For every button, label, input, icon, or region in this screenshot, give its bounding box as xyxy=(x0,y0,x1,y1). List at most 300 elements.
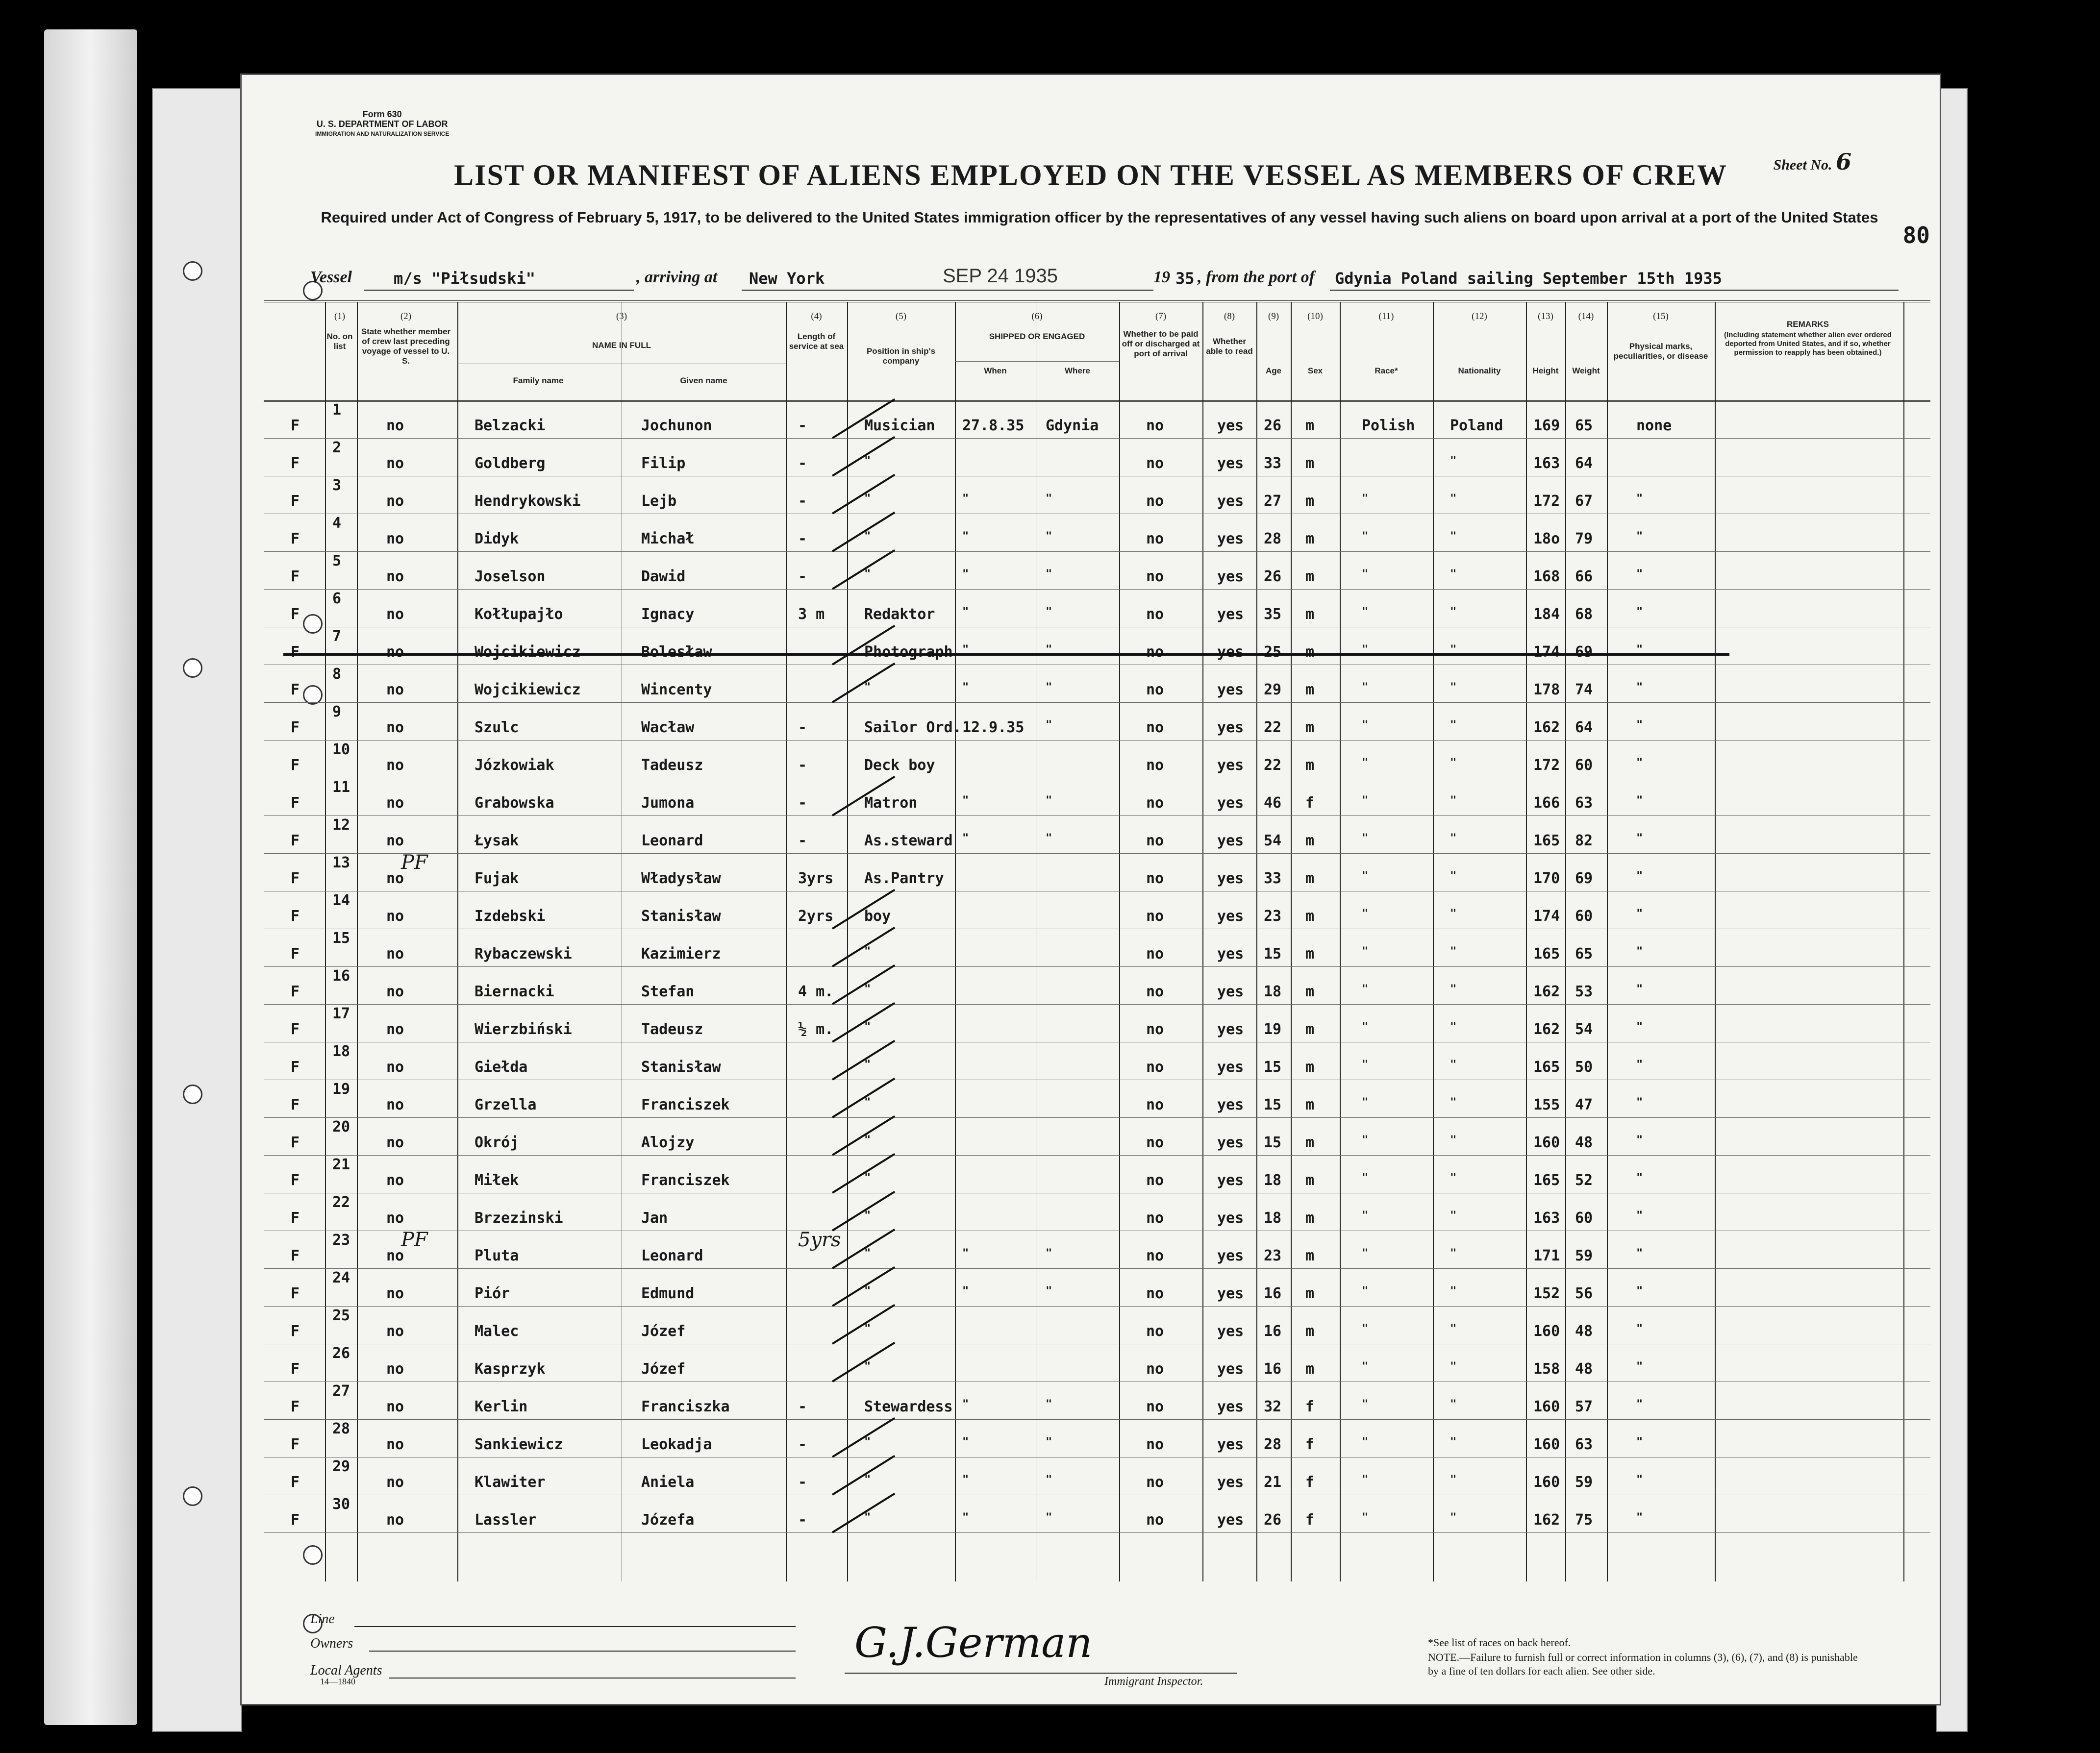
shipped-where: " xyxy=(1046,530,1052,543)
service-length: - xyxy=(798,1398,807,1415)
col7-num: (7) xyxy=(1155,311,1167,321)
paid-off: no xyxy=(1146,1096,1164,1113)
row-number: 9 xyxy=(332,703,342,720)
line-rule xyxy=(354,1626,796,1627)
sex: m xyxy=(1305,1134,1315,1151)
shipped-when: " xyxy=(962,1474,969,1486)
physical-marks: " xyxy=(1636,1511,1643,1524)
able-to-read: yes xyxy=(1217,1096,1244,1113)
position: boy xyxy=(864,908,891,925)
punch-hole xyxy=(183,261,202,281)
height: 184 xyxy=(1533,606,1560,623)
nationality: " xyxy=(1450,1360,1457,1373)
able-to-read: yes xyxy=(1217,530,1244,547)
able-to-read: yes xyxy=(1217,1474,1244,1491)
row-number: 12 xyxy=(332,816,350,834)
service-length: - xyxy=(798,757,807,774)
physical-marks: " xyxy=(1636,1285,1643,1297)
row-marker: F xyxy=(291,1134,300,1151)
prev-voyage: no xyxy=(386,493,404,510)
able-to-read: yes xyxy=(1217,908,1244,925)
given-name: Lejb xyxy=(641,493,677,510)
shipped-where: " xyxy=(1046,1511,1052,1524)
weight: 56 xyxy=(1575,1285,1593,1302)
physical-marks: " xyxy=(1636,870,1643,882)
given-name: Stanisław xyxy=(641,1059,721,1076)
table-row xyxy=(264,1194,1930,1240)
remarks-header: (Including statement whether alien ever ordered deported from United States, and if so, whether permission to reapply has been obtained.) xyxy=(1724,331,1892,357)
shipped-when: " xyxy=(962,1398,969,1410)
prev-voyage: no xyxy=(386,568,404,585)
table-row xyxy=(264,439,1930,486)
paid-off: no xyxy=(1146,530,1164,547)
nationality: " xyxy=(1450,757,1457,769)
table-row xyxy=(264,1156,1930,1203)
row-marker: F xyxy=(291,417,300,434)
prev-voyage: no xyxy=(386,455,404,472)
port-rule xyxy=(1330,290,1899,291)
shipped-where: " xyxy=(1046,643,1052,656)
paid-off: no xyxy=(1146,455,1164,472)
position: Sailor Ord. xyxy=(864,719,962,736)
weight: 65 xyxy=(1575,417,1593,434)
table-row xyxy=(264,967,1930,1014)
able-to-read: yes xyxy=(1217,417,1244,434)
family-name: Józkowiak xyxy=(475,757,554,774)
race: " xyxy=(1362,1360,1369,1373)
race: " xyxy=(1362,643,1369,656)
paid-off: no xyxy=(1146,1210,1164,1227)
service-length: - xyxy=(798,530,807,547)
position: " xyxy=(864,455,871,467)
given-name: Alojzy xyxy=(641,1134,695,1151)
service-length: ½ m. xyxy=(798,1021,834,1038)
table-row xyxy=(264,892,1930,938)
sheet-number xyxy=(1773,148,1851,175)
strikethrough-line xyxy=(283,653,1729,656)
race: " xyxy=(1362,493,1369,505)
paid-off: no xyxy=(1146,1360,1164,1378)
race: " xyxy=(1362,1021,1369,1033)
row-number: 19 xyxy=(332,1081,350,1098)
age: 22 xyxy=(1264,719,1282,736)
able-to-read: yes xyxy=(1217,794,1244,812)
form-identifier xyxy=(315,109,449,139)
col10-header: Sex xyxy=(1307,366,1323,375)
height: 172 xyxy=(1533,757,1560,774)
sex: m xyxy=(1305,757,1315,774)
prev-voyage: no xyxy=(386,1247,404,1264)
prev-voyage: no xyxy=(386,1210,404,1227)
table-row xyxy=(264,1420,1930,1467)
given-name: Józefa xyxy=(641,1511,695,1529)
table-row xyxy=(264,741,1930,788)
able-to-read: yes xyxy=(1217,606,1244,623)
vessel-line xyxy=(310,261,1903,296)
given-name: Wacław xyxy=(641,719,695,736)
race: " xyxy=(1362,945,1369,958)
age: 26 xyxy=(1264,417,1282,434)
service-length: - xyxy=(798,455,807,472)
age: 54 xyxy=(1264,832,1282,849)
row-marker: F xyxy=(291,945,300,963)
table-row xyxy=(264,590,1930,637)
weight: 69 xyxy=(1575,643,1593,661)
nationality: " xyxy=(1450,1247,1457,1259)
service-length: - xyxy=(798,794,807,812)
given-name: Stanisław xyxy=(641,908,721,925)
service-length: - xyxy=(798,493,807,510)
row-marker: F xyxy=(291,1172,300,1189)
owners-rule xyxy=(369,1651,796,1652)
height: 169 xyxy=(1533,417,1560,434)
given-name: Filip xyxy=(641,455,686,472)
weight: 82 xyxy=(1575,832,1593,849)
col3-num: (3) xyxy=(616,311,627,321)
height: 18o xyxy=(1533,530,1560,547)
sheet-value: 6 xyxy=(1835,148,1851,175)
race: " xyxy=(1362,1436,1369,1448)
table-row xyxy=(264,1496,1930,1542)
physical-marks: " xyxy=(1636,794,1643,807)
weight: 75 xyxy=(1575,1511,1593,1529)
row-marker: F xyxy=(291,1247,300,1264)
physical-marks: " xyxy=(1636,1059,1643,1071)
owners-label: Owners xyxy=(310,1636,353,1651)
shipped-when: " xyxy=(962,681,969,693)
able-to-read: yes xyxy=(1217,1021,1244,1038)
physical-marks: " xyxy=(1636,832,1643,844)
shipped-when: " xyxy=(962,832,969,844)
nationality: " xyxy=(1450,681,1457,693)
position: Stewardess xyxy=(864,1398,953,1415)
able-to-read: yes xyxy=(1217,568,1244,585)
shipped-where: " xyxy=(1046,1398,1052,1410)
paid-off: no xyxy=(1146,643,1164,661)
signature-rule xyxy=(845,1673,1237,1674)
position: " xyxy=(864,1059,871,1071)
family-name: Belzacki xyxy=(475,417,546,434)
row-number: 16 xyxy=(332,967,350,985)
row-number: 14 xyxy=(332,892,350,909)
height: 162 xyxy=(1533,719,1560,736)
handwritten-pf: PF xyxy=(401,1229,428,1251)
nationality: " xyxy=(1450,908,1457,920)
height: 158 xyxy=(1533,1360,1560,1378)
weight: 67 xyxy=(1575,493,1593,510)
height: 174 xyxy=(1533,908,1560,925)
height: 168 xyxy=(1533,568,1560,585)
sex: m xyxy=(1305,1059,1315,1076)
shipped-where: " xyxy=(1046,493,1052,505)
manifest-page xyxy=(240,74,1941,1705)
col3a-header: Family name xyxy=(513,376,564,385)
table-row xyxy=(264,628,1930,674)
race: " xyxy=(1362,606,1369,618)
col14-num: (14) xyxy=(1578,311,1594,321)
shipped-where: " xyxy=(1046,719,1052,731)
shipped-when: " xyxy=(962,568,969,580)
shipped-when: " xyxy=(962,794,969,807)
height: 178 xyxy=(1533,681,1560,698)
race: " xyxy=(1362,681,1369,693)
nationality: " xyxy=(1450,455,1457,467)
weight: 48 xyxy=(1575,1323,1593,1340)
age: 16 xyxy=(1264,1360,1282,1378)
prev-voyage: no xyxy=(386,1474,404,1491)
row-marker: F xyxy=(291,1096,300,1113)
table-row xyxy=(264,779,1930,825)
shipped-where: " xyxy=(1046,832,1052,844)
sex: m xyxy=(1305,1172,1315,1189)
sex: m xyxy=(1305,568,1315,585)
agents-rule xyxy=(389,1678,796,1679)
age: 18 xyxy=(1264,1210,1282,1227)
sex: m xyxy=(1305,1360,1315,1378)
family-name: Fujak xyxy=(475,870,519,887)
prev-voyage: no xyxy=(386,719,404,736)
position: " xyxy=(864,530,871,543)
nationality: " xyxy=(1450,643,1457,656)
weight: 59 xyxy=(1575,1474,1593,1491)
prev-voyage: no xyxy=(386,757,404,774)
race: " xyxy=(1362,1398,1369,1410)
age: 18 xyxy=(1264,983,1282,1000)
page-title: LIST OR MANIFEST OF ALIENS EMPLOYED ON THE VESSEL AS MEMBERS OF CREW xyxy=(454,159,1727,191)
prev-voyage: no xyxy=(386,1511,404,1529)
position: " xyxy=(864,1134,871,1146)
able-to-read: yes xyxy=(1217,1134,1244,1151)
prev-voyage: no xyxy=(386,681,404,698)
physical-marks: " xyxy=(1636,757,1643,769)
age: 26 xyxy=(1264,1511,1282,1529)
given-name: Jumona xyxy=(641,794,695,812)
paid-off: no xyxy=(1146,1436,1164,1453)
paid-off: no xyxy=(1146,681,1164,698)
position: Deck boy xyxy=(864,757,935,774)
sex: m xyxy=(1305,870,1315,887)
able-to-read: yes xyxy=(1217,1398,1244,1415)
binder-spine xyxy=(44,29,137,1725)
nationality: " xyxy=(1450,1474,1457,1486)
row-marker: F xyxy=(291,908,300,925)
height: 162 xyxy=(1533,1511,1560,1529)
prev-voyage: no xyxy=(386,832,404,849)
row-number: 25 xyxy=(332,1307,350,1324)
height: 160 xyxy=(1533,1323,1560,1340)
height: 160 xyxy=(1533,1474,1560,1491)
port-label: , from the port of xyxy=(1198,268,1315,286)
sex: m xyxy=(1305,1096,1315,1113)
age: 26 xyxy=(1264,568,1282,585)
height: 160 xyxy=(1533,1436,1560,1453)
prev-voyage: no xyxy=(386,1285,404,1302)
height: 152 xyxy=(1533,1285,1560,1302)
shipped-when: " xyxy=(962,1436,969,1448)
family-name: Rybaczewski xyxy=(475,945,572,963)
row-number: 21 xyxy=(332,1156,350,1173)
sex: f xyxy=(1305,1474,1315,1491)
nationality: " xyxy=(1450,1436,1457,1448)
row-marker: F xyxy=(291,1323,300,1340)
table-row xyxy=(264,1232,1930,1278)
nationality: " xyxy=(1450,832,1457,844)
shipped-where: " xyxy=(1046,1247,1052,1259)
race: " xyxy=(1362,757,1369,769)
prev-voyage: no xyxy=(386,643,404,661)
height: 165 xyxy=(1533,832,1560,849)
shipped-where: " xyxy=(1046,568,1052,580)
table-row xyxy=(264,1307,1930,1354)
prev-voyage: no xyxy=(386,606,404,623)
paid-off: no xyxy=(1146,1134,1164,1151)
table-row xyxy=(264,1345,1930,1391)
agents-label: Local Agents xyxy=(310,1663,382,1678)
line-label: Line xyxy=(310,1611,335,1627)
height: 160 xyxy=(1533,1398,1560,1415)
given-name: Tadeusz xyxy=(641,757,703,774)
shipped-when: " xyxy=(962,1285,969,1297)
col3-header: NAME IN FULL xyxy=(592,341,651,350)
prev-voyage: no xyxy=(386,1398,404,1415)
weight: 60 xyxy=(1575,757,1593,774)
able-to-read: yes xyxy=(1217,1360,1244,1378)
height: 174 xyxy=(1533,643,1560,661)
arriving-rule xyxy=(742,290,938,291)
race: Polish xyxy=(1362,417,1415,434)
col10-num: (10) xyxy=(1307,311,1323,321)
header-rule xyxy=(264,400,1930,402)
weight: 48 xyxy=(1575,1134,1593,1151)
nationality: " xyxy=(1450,1511,1457,1524)
prev-voyage: no xyxy=(386,908,404,925)
race: " xyxy=(1362,1511,1369,1524)
age: 19 xyxy=(1264,1021,1282,1038)
col7-header: Whether to be paid off or discharged at port of arrival xyxy=(1122,329,1200,358)
nationality: " xyxy=(1450,1096,1457,1109)
able-to-read: yes xyxy=(1217,832,1244,849)
sex: f xyxy=(1305,794,1315,812)
col11-num: (11) xyxy=(1378,311,1394,321)
service-length: - xyxy=(798,719,807,736)
given-name: Franciszek xyxy=(641,1172,730,1189)
age: 15 xyxy=(1264,1059,1282,1076)
able-to-read: yes xyxy=(1217,983,1244,1000)
position: " xyxy=(864,568,871,580)
sex: m xyxy=(1305,945,1315,963)
row-number: 4 xyxy=(332,515,342,532)
race: " xyxy=(1362,1059,1369,1071)
height: 170 xyxy=(1533,870,1560,887)
age: 27 xyxy=(1264,493,1282,510)
vessel-rule xyxy=(364,290,634,291)
able-to-read: yes xyxy=(1217,757,1244,774)
able-to-read: yes xyxy=(1217,1285,1244,1302)
col4-header: Length of service at sea xyxy=(789,332,844,351)
sex: m xyxy=(1305,1247,1315,1264)
paid-off: no xyxy=(1146,606,1164,623)
row-marker: F xyxy=(291,1021,300,1038)
row-marker: F xyxy=(291,681,300,698)
table-row xyxy=(264,1269,1930,1316)
sex: m xyxy=(1305,681,1315,698)
row-marker: F xyxy=(291,1059,300,1076)
paid-off: no xyxy=(1146,1323,1164,1340)
physical-marks: " xyxy=(1636,1210,1643,1222)
table-row xyxy=(264,816,1930,863)
prev-voyage: no xyxy=(386,945,404,963)
nationality: " xyxy=(1450,530,1457,543)
given-name: Tadeusz xyxy=(641,1021,703,1038)
height: 165 xyxy=(1533,1172,1560,1189)
sex: m xyxy=(1305,643,1315,661)
nationality: " xyxy=(1450,1285,1457,1297)
col5-header: Position in ship's company xyxy=(866,346,936,366)
given-name: Aniela xyxy=(641,1474,695,1491)
weight: 60 xyxy=(1575,1210,1593,1227)
height: 160 xyxy=(1533,1134,1560,1151)
nationality: Poland xyxy=(1450,417,1503,434)
row-marker: F xyxy=(291,983,300,1000)
prev-voyage: no xyxy=(386,983,404,1000)
paid-off: no xyxy=(1146,908,1164,925)
service-length: - xyxy=(798,832,807,849)
department-name: U. S. DEPARTMENT OF LABOR xyxy=(316,119,448,129)
col13-num: (13) xyxy=(1538,311,1553,321)
nationality: " xyxy=(1450,1323,1457,1335)
given-name: Władysław xyxy=(641,870,721,887)
row-number: 7 xyxy=(332,628,342,645)
form-code: 14—1840 xyxy=(320,1677,355,1686)
family-name: Didyk xyxy=(475,530,519,547)
position: " xyxy=(864,1247,871,1259)
row-number: 10 xyxy=(332,741,350,758)
col15-num: (15) xyxy=(1653,311,1669,321)
physical-marks: " xyxy=(1636,681,1643,693)
row-marker: F xyxy=(291,757,300,774)
height: 162 xyxy=(1533,1021,1560,1038)
shipped-when: " xyxy=(962,1511,969,1524)
position: " xyxy=(864,1285,871,1297)
age: 21 xyxy=(1264,1474,1282,1491)
height: 155 xyxy=(1533,1096,1560,1113)
age: 16 xyxy=(1264,1323,1282,1340)
age: 25 xyxy=(1264,643,1282,661)
position: Musician xyxy=(864,417,935,434)
physical-marks: " xyxy=(1636,1096,1643,1109)
row-number: 5 xyxy=(332,552,342,569)
height: 171 xyxy=(1533,1247,1560,1264)
col14-header: Weight xyxy=(1572,366,1600,375)
table-row xyxy=(264,1005,1930,1052)
service-name: IMMIGRATION AND NATURALIZATION SERVICE xyxy=(315,130,450,137)
row-number: 13 xyxy=(332,854,350,871)
height: 163 xyxy=(1533,1210,1560,1227)
arriving-label: , arriving at xyxy=(636,268,718,286)
family-name: Grzella xyxy=(475,1096,537,1113)
prev-voyage: no xyxy=(386,794,404,812)
nationality: " xyxy=(1450,983,1457,995)
position: " xyxy=(864,1172,871,1184)
family-name: Grabowska xyxy=(475,794,554,812)
table-row xyxy=(264,666,1930,712)
row-number: 17 xyxy=(332,1005,350,1022)
remarks-title: REMARKS xyxy=(1787,320,1829,329)
row-number: 8 xyxy=(332,666,342,683)
family-name: Wojcikiewicz xyxy=(475,681,581,698)
height: 166 xyxy=(1533,794,1560,812)
crew-table xyxy=(264,300,1930,1601)
